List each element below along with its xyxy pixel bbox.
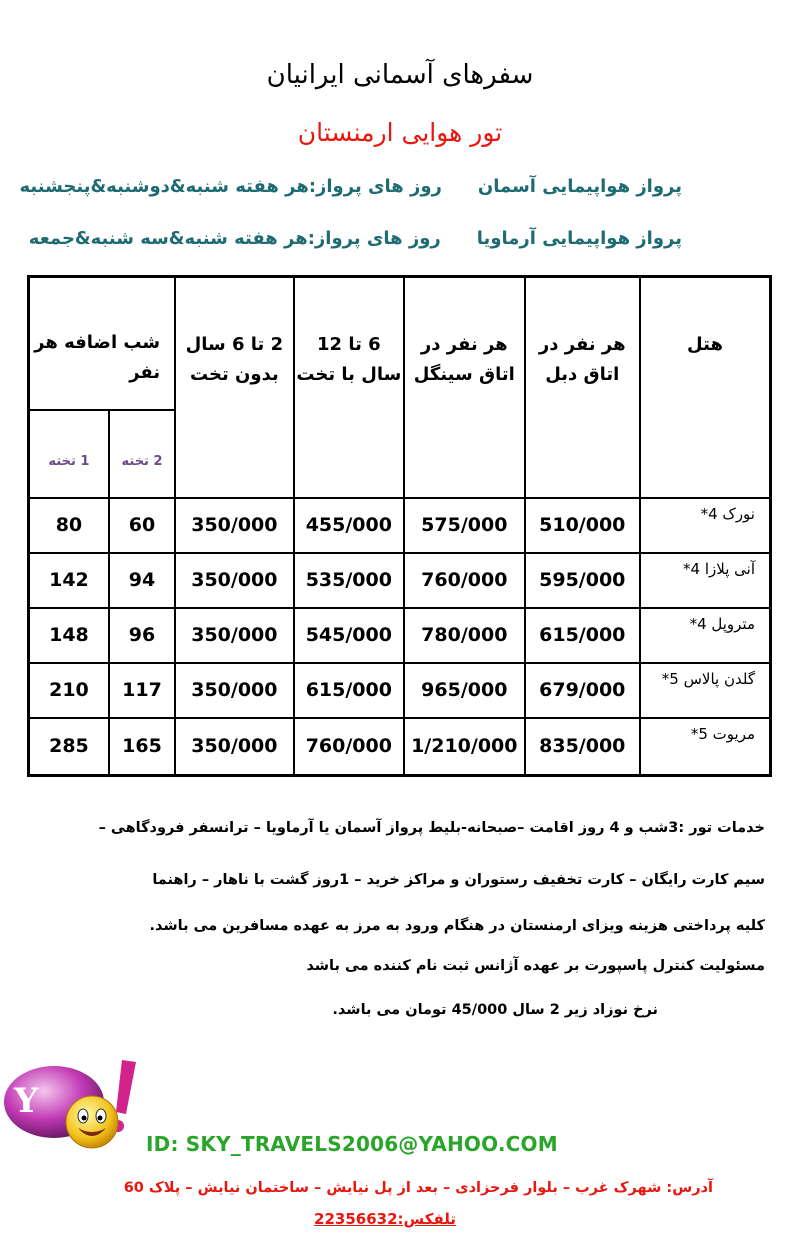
price-extra-two-bed: 96 [109, 608, 175, 663]
price-extra-one-bed: 142 [29, 553, 109, 608]
note-passport: مسئولیت کنترل پاسپورت بر عهده آژانس ثبت نام کننده می باشد [306, 958, 765, 974]
price-extra-one-bed: 148 [29, 608, 109, 663]
header-extra-night: شب اضافه هر نفر [29, 277, 176, 410]
hotel-name: آنی پلازا 4* [640, 553, 771, 608]
price-double: 835/000 [525, 718, 640, 776]
yahoo-logo-icon [2, 1052, 152, 1152]
price-child-6-12: 535/000 [294, 553, 404, 608]
hotel-name: مریوت 5* [640, 718, 771, 776]
flight-info-armavia [29, 228, 682, 249]
note-tour-services: خدمات تور :3شب و 4 روز اقامت –صبحانه-بلیط پرواز آسمان یا آرماویا – ترانسفر فرودگاهی – [98, 820, 765, 836]
price-single: 760/000 [404, 553, 524, 608]
table-row [29, 553, 771, 608]
hotel-name: نورک 4* [640, 498, 771, 553]
price-extra-two-bed: 117 [109, 663, 175, 718]
price-single: 1/210/000 [404, 718, 524, 776]
subheader-two-bed: 2 تخته [109, 410, 175, 498]
hotel-name: متروپل 4* [640, 608, 771, 663]
price-double: 595/000 [525, 553, 640, 608]
price-child-2-6: 350/000 [175, 718, 293, 776]
flight-info-aseman [19, 176, 682, 197]
flight-airline-label: پرواز هواپیمایی آرماویا [476, 228, 682, 249]
price-child-2-6: 350/000 [175, 608, 293, 663]
svg-text:Y: Y [14, 1081, 39, 1121]
page-title: سفرهای آسمانی ایرانیان [266, 60, 534, 90]
price-single: 575/000 [404, 498, 524, 553]
header-hotel: هتل [640, 277, 771, 498]
price-single: 965/000 [404, 663, 524, 718]
price-child-6-12: 455/000 [294, 498, 404, 553]
telfax-line: تلفکس:22356632 [314, 1210, 456, 1228]
price-extra-two-bed: 60 [109, 498, 175, 553]
price-child-2-6: 350/000 [175, 663, 293, 718]
price-single: 780/000 [404, 608, 524, 663]
price-double: 510/000 [525, 498, 640, 553]
header-child-2-6: 2 تا 6 سال بدون تخت [175, 277, 293, 498]
price-extra-one-bed: 285 [29, 718, 109, 776]
table-row [29, 498, 771, 553]
price-child-6-12: 760/000 [294, 718, 404, 776]
flight-days-label: روز های پرواز:هر هفته شنبه&سه شنبه&جمعه [28, 228, 441, 249]
address-line: آدرس: شهرک غرب – بلوار فرحزادی – بعد از پل نیایش – ساختمان نیایش – پلاک 60 [123, 1180, 713, 1196]
price-child-6-12: 545/000 [294, 608, 404, 663]
note-infant-price: نرخ نوزاد زیر 2 سال 45/000 تومان می باشد. [332, 1002, 658, 1018]
price-child-2-6: 350/000 [175, 498, 293, 553]
note-visa-fee: کلیه پرداختی هزینه ویزای ارمنستان در هنگام ورود به مرز به عهده مسافرین می باشد. [149, 918, 765, 934]
price-double: 615/000 [525, 608, 640, 663]
subheader-one-bed: 1 تخته [29, 410, 109, 498]
price-table [27, 275, 772, 777]
note-tour-extras: سیم کارت رایگان – کارت تخفیف رستوران و مراکز خرید – 1روز گشت با ناهار – راهنما [152, 872, 765, 888]
yahoo-id-label: ID: SKY_TRAVELS2006@YAHOO.COM [146, 1132, 558, 1156]
price-extra-two-bed: 165 [109, 718, 175, 776]
table-row [29, 608, 771, 663]
price-child-2-6: 350/000 [175, 553, 293, 608]
header-double-room: هر نفر در اتاق دبل [525, 277, 640, 498]
price-extra-two-bed: 94 [109, 553, 175, 608]
header-single-room: هر نفر در اتاق سینگل [404, 277, 524, 498]
price-extra-one-bed: 80 [29, 498, 109, 553]
page-subtitle: تور هوایی ارمنستان [297, 118, 503, 147]
table-row [29, 718, 771, 776]
price-child-6-12: 615/000 [294, 663, 404, 718]
table-row [29, 663, 771, 718]
hotel-name: گلدن پالاس 5* [640, 663, 771, 718]
price-extra-one-bed: 210 [29, 663, 109, 718]
header-child-6-12: 6 تا 12 سال با تخت [294, 277, 404, 498]
flight-airline-label: پرواز هواپیمایی آسمان [477, 176, 682, 197]
flight-days-label: روز های پرواز:هر هفته شنبه&دوشنبه&پنجشنبه [19, 176, 442, 197]
price-double: 679/000 [525, 663, 640, 718]
